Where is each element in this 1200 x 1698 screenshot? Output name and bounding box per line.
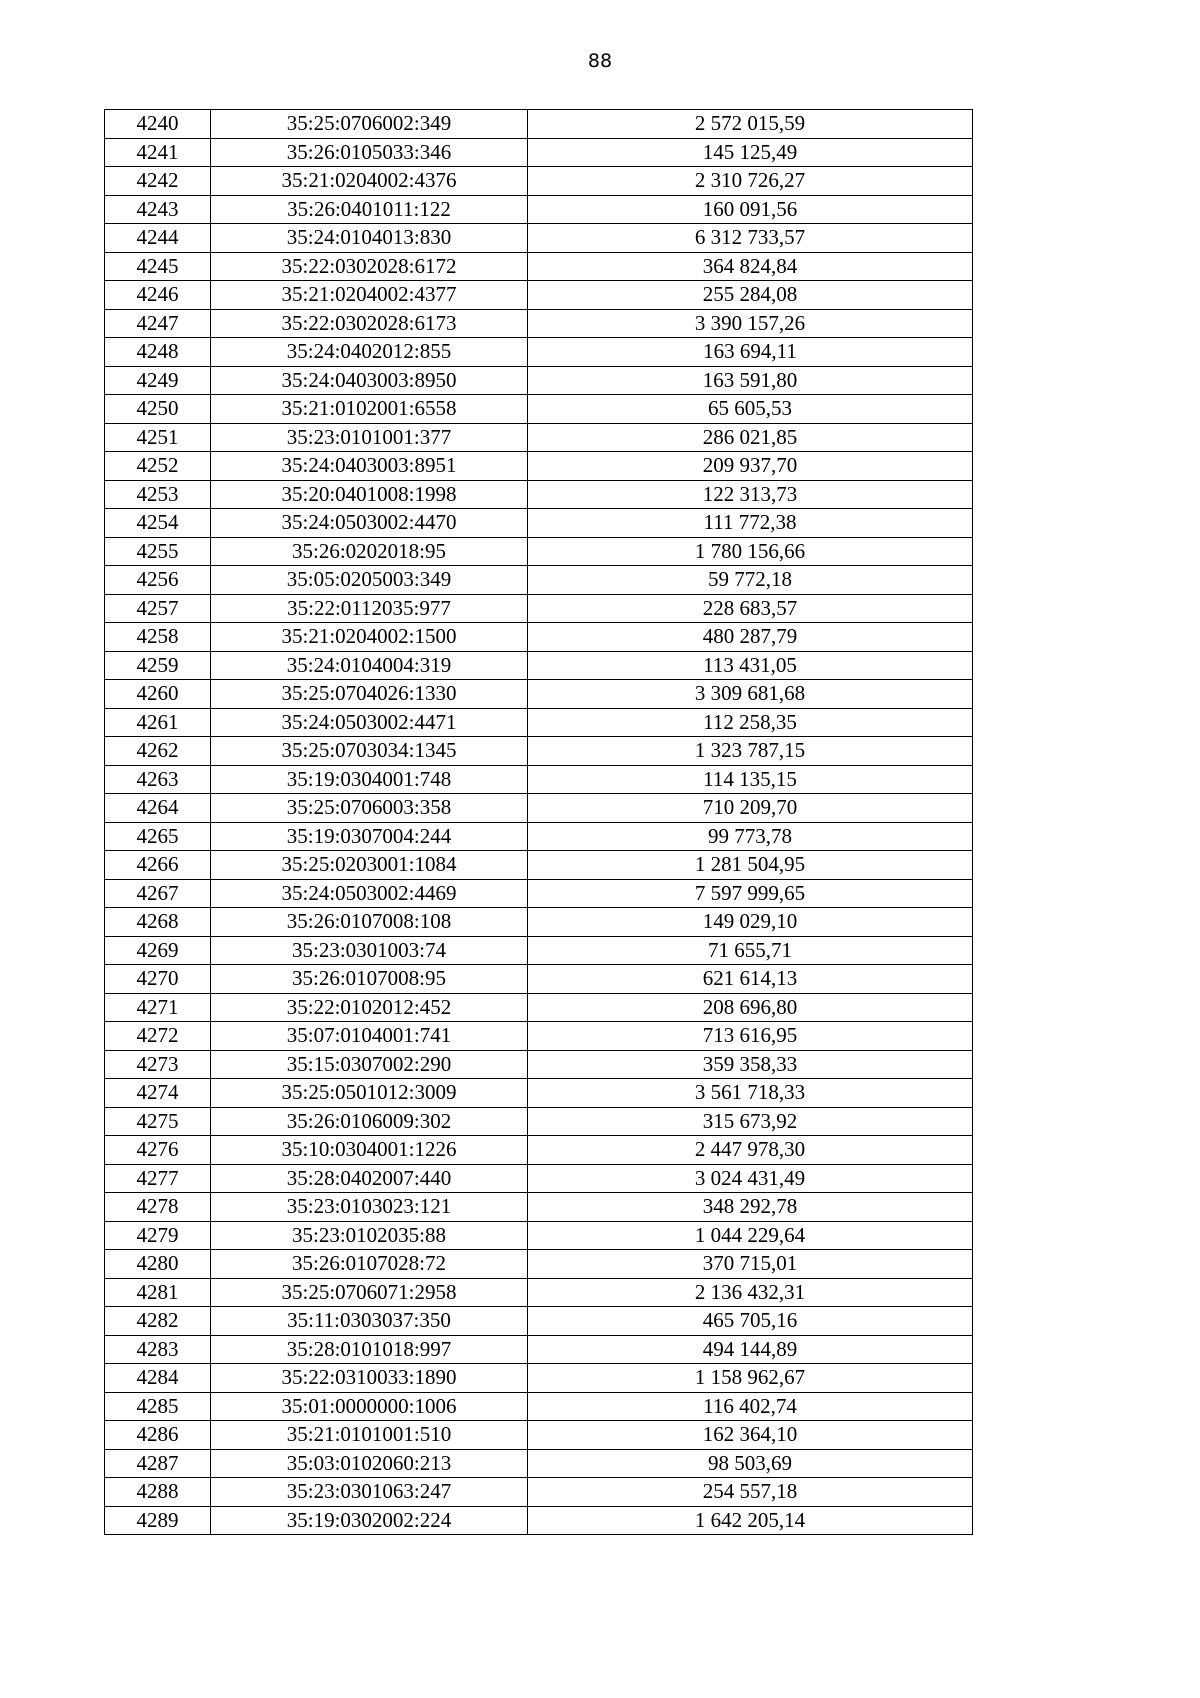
cadastral-value-cell: 208 696,80 (528, 993, 973, 1022)
table-row (105, 1449, 973, 1478)
cadastral-value-cell: 1 780 156,66 (528, 537, 973, 566)
cadastral-value-cell: 65 605,53 (528, 395, 973, 424)
cadastral-value-cell: 3 390 157,26 (528, 309, 973, 338)
table-row (105, 594, 973, 623)
cadastral-number-cell: 35:11:0303037:350 (211, 1307, 528, 1336)
cadastral-value-cell: 3 561 718,33 (528, 1079, 973, 1108)
cadastral-value-cell: 286 021,85 (528, 423, 973, 452)
cadastral-value-cell: 160 091,56 (528, 195, 973, 224)
cadastral-value-cell: 162 364,10 (528, 1421, 973, 1450)
cadastral-number-cell: 35:21:0204002:1500 (211, 623, 528, 652)
cadastral-value-cell: 7 597 999,65 (528, 879, 973, 908)
row-number-cell: 4243 (105, 195, 211, 224)
row-number-cell: 4270 (105, 965, 211, 994)
cadastral-value-cell: 71 655,71 (528, 936, 973, 965)
table-row (105, 1193, 973, 1222)
cadastral-value-cell: 122 313,73 (528, 480, 973, 509)
cadastral-number-cell: 35:03:0102060:213 (211, 1449, 528, 1478)
cadastral-number-cell: 35:28:0402007:440 (211, 1164, 528, 1193)
row-number-cell: 4265 (105, 822, 211, 851)
cadastral-value-cell: 1 158 962,67 (528, 1364, 973, 1393)
row-number-cell: 4253 (105, 480, 211, 509)
table-body (105, 110, 973, 1535)
row-number-cell: 4286 (105, 1421, 211, 1450)
cadastral-value-cell: 359 358,33 (528, 1050, 973, 1079)
cadastral-number-cell: 35:22:0302028:6173 (211, 309, 528, 338)
cadastral-value-cell: 3 024 431,49 (528, 1164, 973, 1193)
table-row (105, 908, 973, 937)
cadastral-number-cell: 35:25:0501012:3009 (211, 1079, 528, 1108)
cadastral-value-cell: 1 281 504,95 (528, 851, 973, 880)
row-number-cell: 4249 (105, 366, 211, 395)
table-row (105, 1022, 973, 1051)
row-number-cell: 4288 (105, 1478, 211, 1507)
cadastral-value-cell: 2 572 015,59 (528, 110, 973, 139)
row-number-cell: 4264 (105, 794, 211, 823)
cadastral-number-cell: 35:24:0403003:8950 (211, 366, 528, 395)
table-row (105, 252, 973, 281)
table-row (105, 879, 973, 908)
table-row (105, 1050, 973, 1079)
cadastral-value-cell: 116 402,74 (528, 1392, 973, 1421)
cadastral-value-cell: 465 705,16 (528, 1307, 973, 1336)
cadastral-value-cell: 364 824,84 (528, 252, 973, 281)
table-row (105, 680, 973, 709)
cadastral-value-cell: 370 715,01 (528, 1250, 973, 1279)
cadastral-value-cell: 480 287,79 (528, 623, 973, 652)
table-row (105, 936, 973, 965)
cadastral-value-cell: 163 694,11 (528, 338, 973, 367)
table-row (105, 395, 973, 424)
table-row (105, 281, 973, 310)
cadastral-number-cell: 35:07:0104001:741 (211, 1022, 528, 1051)
table-row (105, 309, 973, 338)
cadastral-value-cell: 99 773,78 (528, 822, 973, 851)
row-number-cell: 4251 (105, 423, 211, 452)
table-row (105, 1364, 973, 1393)
table-row (105, 452, 973, 481)
row-number-cell: 4247 (105, 309, 211, 338)
cadastral-value-table (104, 109, 973, 1535)
cadastral-value-cell: 2 447 978,30 (528, 1136, 973, 1165)
table-row (105, 1392, 973, 1421)
row-number-cell: 4263 (105, 765, 211, 794)
cadastral-value-cell: 713 616,95 (528, 1022, 973, 1051)
table-row (105, 822, 973, 851)
row-number-cell: 4279 (105, 1221, 211, 1250)
cadastral-number-cell: 35:25:0706003:358 (211, 794, 528, 823)
table-row (105, 509, 973, 538)
cadastral-value-cell: 254 557,18 (528, 1478, 973, 1507)
cadastral-number-cell: 35:26:0202018:95 (211, 537, 528, 566)
cadastral-number-cell: 35:24:0402012:855 (211, 338, 528, 367)
cadastral-number-cell: 35:01:0000000:1006 (211, 1392, 528, 1421)
row-number-cell: 4256 (105, 566, 211, 595)
cadastral-number-cell: 35:22:0112035:977 (211, 594, 528, 623)
cadastral-number-cell: 35:23:0102035:88 (211, 1221, 528, 1250)
row-number-cell: 4277 (105, 1164, 211, 1193)
row-number-cell: 4258 (105, 623, 211, 652)
cadastral-number-cell: 35:19:0302002:224 (211, 1506, 528, 1535)
cadastral-number-cell: 35:24:0503002:4471 (211, 708, 528, 737)
table-row (105, 1278, 973, 1307)
cadastral-value-cell: 114 135,15 (528, 765, 973, 794)
page-number: 88 (587, 50, 613, 72)
cadastral-number-cell: 35:26:0107008:108 (211, 908, 528, 937)
cadastral-number-cell: 35:21:0204002:4377 (211, 281, 528, 310)
cadastral-number-cell: 35:25:0704026:1330 (211, 680, 528, 709)
cadastral-value-cell: 111 772,38 (528, 509, 973, 538)
row-number-cell: 4240 (105, 110, 211, 139)
cadastral-value-cell: 1 323 787,15 (528, 737, 973, 766)
cadastral-number-cell: 35:05:0205003:349 (211, 566, 528, 595)
cadastral-number-cell: 35:26:0107028:72 (211, 1250, 528, 1279)
row-number-cell: 4272 (105, 1022, 211, 1051)
row-number-cell: 4255 (105, 537, 211, 566)
cadastral-number-cell: 35:10:0304001:1226 (211, 1136, 528, 1165)
cadastral-number-cell: 35:24:0503002:4469 (211, 879, 528, 908)
cadastral-number-cell: 35:23:0103023:121 (211, 1193, 528, 1222)
table-row (105, 1107, 973, 1136)
table-row (105, 1221, 973, 1250)
cadastral-value-cell: 98 503,69 (528, 1449, 973, 1478)
row-number-cell: 4269 (105, 936, 211, 965)
cadastral-number-cell: 35:26:0107008:95 (211, 965, 528, 994)
row-number-cell: 4259 (105, 651, 211, 680)
row-number-cell: 4244 (105, 224, 211, 253)
row-number-cell: 4241 (105, 138, 211, 167)
cadastral-number-cell: 35:23:0101001:377 (211, 423, 528, 452)
cadastral-number-cell: 35:25:0706071:2958 (211, 1278, 528, 1307)
table-row (105, 708, 973, 737)
table-row (105, 338, 973, 367)
cadastral-value-cell: 348 292,78 (528, 1193, 973, 1222)
table-row (105, 1164, 973, 1193)
cadastral-value-cell: 113 431,05 (528, 651, 973, 680)
row-number-cell: 4282 (105, 1307, 211, 1336)
row-number-cell: 4284 (105, 1364, 211, 1393)
table-row (105, 138, 973, 167)
cadastral-number-cell: 35:20:0401008:1998 (211, 480, 528, 509)
cadastral-value-cell: 710 209,70 (528, 794, 973, 823)
row-number-cell: 4262 (105, 737, 211, 766)
table-row (105, 195, 973, 224)
row-number-cell: 4268 (105, 908, 211, 937)
row-number-cell: 4276 (105, 1136, 211, 1165)
table-row (105, 993, 973, 1022)
cadastral-value-cell: 112 258,35 (528, 708, 973, 737)
table-row (105, 1335, 973, 1364)
cadastral-value-cell: 163 591,80 (528, 366, 973, 395)
table-row (105, 537, 973, 566)
cadastral-value-cell: 2 136 432,31 (528, 1278, 973, 1307)
table-row (105, 167, 973, 196)
table-row (105, 366, 973, 395)
table-row (105, 651, 973, 680)
table-row (105, 566, 973, 595)
table-row (105, 1079, 973, 1108)
row-number-cell: 4289 (105, 1506, 211, 1535)
cadastral-number-cell: 35:23:0301003:74 (211, 936, 528, 965)
cadastral-number-cell: 35:24:0104013:830 (211, 224, 528, 253)
cadastral-number-cell: 35:26:0401011:122 (211, 195, 528, 224)
cadastral-number-cell: 35:22:0310033:1890 (211, 1364, 528, 1393)
table-row (105, 1250, 973, 1279)
row-number-cell: 4281 (105, 1278, 211, 1307)
table-row (105, 423, 973, 452)
cadastral-value-cell: 2 310 726,27 (528, 167, 973, 196)
table-row (105, 794, 973, 823)
row-number-cell: 4278 (105, 1193, 211, 1222)
table-row (105, 224, 973, 253)
cadastral-number-cell: 35:25:0703034:1345 (211, 737, 528, 766)
cadastral-value-cell: 209 937,70 (528, 452, 973, 481)
cadastral-value-cell: 1 044 229,64 (528, 1221, 973, 1250)
cadastral-number-cell: 35:21:0101001:510 (211, 1421, 528, 1450)
cadastral-number-cell: 35:26:0105033:346 (211, 138, 528, 167)
row-number-cell: 4250 (105, 395, 211, 424)
cadastral-number-cell: 35:25:0203001:1084 (211, 851, 528, 880)
row-number-cell: 4245 (105, 252, 211, 281)
cadastral-number-cell: 35:22:0102012:452 (211, 993, 528, 1022)
row-number-cell: 4271 (105, 993, 211, 1022)
row-number-cell: 4246 (105, 281, 211, 310)
table-row (105, 110, 973, 139)
row-number-cell: 4254 (105, 509, 211, 538)
table-row (105, 965, 973, 994)
row-number-cell: 4285 (105, 1392, 211, 1421)
row-number-cell: 4280 (105, 1250, 211, 1279)
table-row (105, 1307, 973, 1336)
cadastral-number-cell: 35:15:0307002:290 (211, 1050, 528, 1079)
row-number-cell: 4257 (105, 594, 211, 623)
row-number-cell: 4273 (105, 1050, 211, 1079)
row-number-cell: 4260 (105, 680, 211, 709)
cadastral-number-cell: 35:19:0304001:748 (211, 765, 528, 794)
row-number-cell: 4242 (105, 167, 211, 196)
cadastral-value-cell: 494 144,89 (528, 1335, 973, 1364)
cadastral-number-cell: 35:19:0307004:244 (211, 822, 528, 851)
cadastral-number-cell: 35:24:0104004:319 (211, 651, 528, 680)
cadastral-number-cell: 35:22:0302028:6172 (211, 252, 528, 281)
cadastral-number-cell: 35:21:0204002:4376 (211, 167, 528, 196)
cadastral-number-cell: 35:28:0101018:997 (211, 1335, 528, 1364)
cadastral-value-cell: 1 642 205,14 (528, 1506, 973, 1535)
row-number-cell: 4266 (105, 851, 211, 880)
table-row (105, 1421, 973, 1450)
table-row (105, 480, 973, 509)
row-number-cell: 4275 (105, 1107, 211, 1136)
row-number-cell: 4248 (105, 338, 211, 367)
table-row (105, 737, 973, 766)
cadastral-value-cell: 59 772,18 (528, 566, 973, 595)
cadastral-value-cell: 255 284,08 (528, 281, 973, 310)
row-number-cell: 4261 (105, 708, 211, 737)
cadastral-number-cell: 35:24:0503002:4470 (211, 509, 528, 538)
cadastral-value-cell: 3 309 681,68 (528, 680, 973, 709)
cadastral-number-cell: 35:26:0106009:302 (211, 1107, 528, 1136)
row-number-cell: 4287 (105, 1449, 211, 1478)
cadastral-number-cell: 35:23:0301063:247 (211, 1478, 528, 1507)
table-row (105, 765, 973, 794)
row-number-cell: 4252 (105, 452, 211, 481)
cadastral-number-cell: 35:25:0706002:349 (211, 110, 528, 139)
row-number-cell: 4283 (105, 1335, 211, 1364)
table-row (105, 623, 973, 652)
cadastral-value-cell: 228 683,57 (528, 594, 973, 623)
cadastral-number-cell: 35:21:0102001:6558 (211, 395, 528, 424)
table-row (105, 1506, 973, 1535)
cadastral-number-cell: 35:24:0403003:8951 (211, 452, 528, 481)
row-number-cell: 4267 (105, 879, 211, 908)
cadastral-value-cell: 315 673,92 (528, 1107, 973, 1136)
cadastral-value-cell: 621 614,13 (528, 965, 973, 994)
cadastral-value-cell: 145 125,49 (528, 138, 973, 167)
cadastral-value-cell: 149 029,10 (528, 908, 973, 937)
table-row (105, 1478, 973, 1507)
row-number-cell: 4274 (105, 1079, 211, 1108)
table-row (105, 1136, 973, 1165)
table-row (105, 851, 973, 880)
cadastral-value-cell: 6 312 733,57 (528, 224, 973, 253)
